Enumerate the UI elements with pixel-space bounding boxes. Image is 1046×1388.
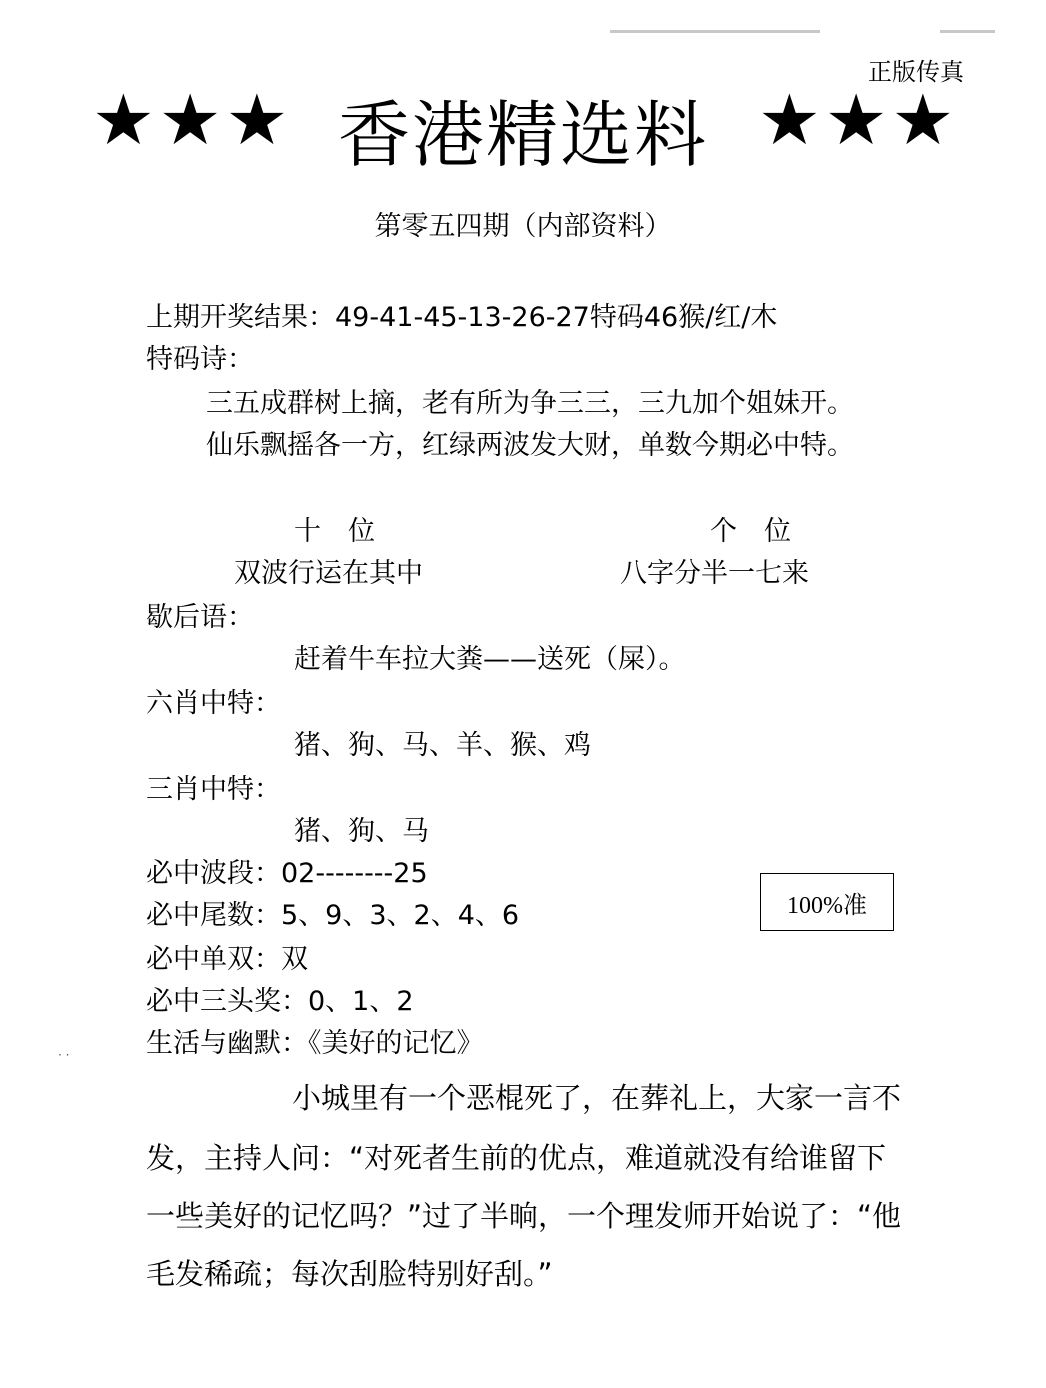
humor-line-4: 毛发稀疏；每次刮脸特别好刮。”	[146, 1257, 553, 1291]
humor-label: 生活与幽默：《美好的记忆》	[146, 1028, 484, 1059]
stars-right: ★★★	[758, 79, 959, 161]
poem-line-2: 仙乐飘摇各一方，红绿两波发大财，单数今期必中特。	[206, 430, 854, 461]
scan-noise-2	[940, 30, 995, 33]
tagline: 正版传真	[868, 58, 964, 86]
issue-number: 第零五四期（内部资料）	[374, 211, 672, 242]
humor-line-1: 小城里有一个恶棍死了，在葬礼上，大家一言不	[292, 1081, 902, 1115]
odd-even: 必中单双：双	[146, 944, 308, 975]
head-numbers: 必中三头奖：0、1、2	[146, 986, 414, 1017]
page-title: 香港精选料	[338, 93, 709, 177]
poem-label: 特码诗：	[146, 344, 254, 375]
tens-hint: 双波行运在其中	[234, 558, 423, 589]
tail-numbers: 必中尾数：5、9、3、2、4、6	[146, 900, 520, 931]
xiehouyu-label: 歇后语：	[146, 602, 254, 633]
humor-line-3: 一些美好的记忆吗？”过了半晌，一个理发师开始说了：“他	[146, 1199, 902, 1233]
units-label: 个 位	[710, 516, 791, 547]
accuracy-badge: 100%准	[760, 873, 894, 931]
humor-line-2: 发，主持人问：“对死者生前的优点，难道就没有给谁留下	[146, 1141, 887, 1175]
margin-marks: · ·	[58, 1048, 70, 1062]
scan-noise-1	[610, 30, 820, 33]
units-hint: 八字分半一七来	[620, 558, 809, 589]
last-result: 上期开奖结果：49-41-45-13-26-27特码46猴/红/木	[146, 302, 778, 333]
tens-label: 十 位	[294, 516, 375, 547]
stars-left: ★★★	[92, 79, 293, 161]
wave-range: 必中波段：02--------25	[146, 858, 428, 889]
poem-line-1: 三五成群树上摘，老有所为争三三，三九加个姐妹开。	[206, 388, 854, 419]
xiehouyu-text: 赶着牛车拉大粪——送死（屎）。	[294, 644, 686, 675]
three-zodiac-text: 猪、狗、马	[294, 816, 429, 847]
six-zodiac-label: 六肖中特：	[146, 688, 281, 719]
three-zodiac-label: 三肖中特：	[146, 774, 281, 805]
six-zodiac-text: 猪、狗、马、羊、猴、鸡	[294, 730, 591, 761]
